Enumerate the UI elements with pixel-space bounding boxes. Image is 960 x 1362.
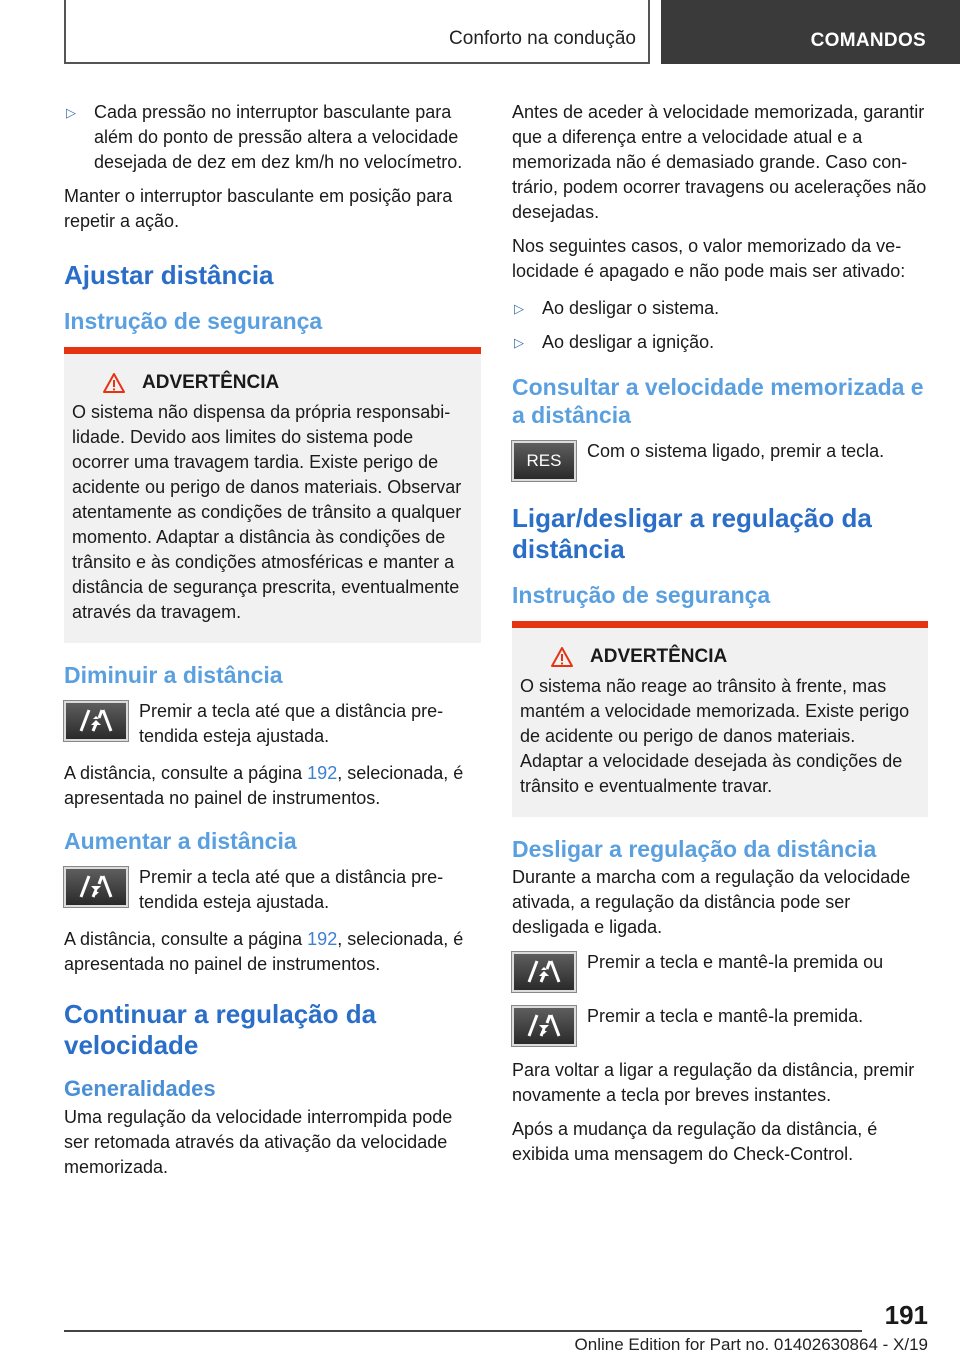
distance-control-key-icon: [512, 952, 576, 992]
warning-text: O sistema não dispensa da própria responsabilidade. Devido aos limites do sistema pode ocorrer uma travagem tardia. Existe perigo de acidente ou perigo de danos materiais. Observar atentamente as condições de trânsito a qualquer momento. Adaptar a distância às condições de trânsito e às condições atmosféricas e manter a distância de segurança prescrita, eventualmente através da travagem.: [72, 402, 462, 622]
subsection-heading: Generalidades: [64, 1076, 216, 1101]
triangle-right-icon: ▷: [514, 301, 524, 316]
key-instruction: Premir a tecla até que a distância pretendida esteja ajustada.: [64, 699, 481, 749]
header-rule-divider: [648, 0, 650, 64]
paragraph: Após a mudança da regulação da distância, é exibida uma mensagem do Check-Control.: [512, 1119, 878, 1164]
res-key-icon: RES: [512, 441, 576, 481]
page-link[interactable]: 192: [307, 929, 338, 949]
key-instruction: Premir a tecla e mantê-la premida.: [512, 1004, 928, 1046]
subsection-heading: Aumentar a distância: [64, 828, 297, 854]
header-chapter-label: COMANDOS: [810, 30, 926, 51]
left-column: [64, 100, 481, 1189]
subsection-heading: Consultar a velocidade memorizada e a distância: [512, 374, 924, 428]
paragraph: Para voltar a ligar a regulação da distância, premir novamente a tecla por breves instantes.: [512, 1060, 915, 1105]
footer-rule: [64, 1330, 862, 1332]
paragraph: Durante a marcha com a regulação da velocidade ativada, a regulação da distância pode ser desligada e ligada.: [512, 867, 911, 937]
paragraph: Uma regulação da velocidade interrompida pode ser retomada através da ativação da velocidade memorizada.: [64, 1107, 453, 1177]
page-number: 191: [884, 1300, 928, 1330]
distance-control-key-icon: [64, 867, 128, 907]
header-rule-bottom: [64, 62, 650, 64]
key-instruction: Premir a tecla e mantê-la premida ou: [512, 950, 928, 992]
right-column: [512, 100, 928, 1176]
warning-title: ADVERTÊNCIA: [520, 646, 920, 668]
key-instruction: Premir a tecla até que a distância pretendida esteja ajustada.: [64, 865, 481, 915]
triangle-right-icon: ▷: [66, 105, 76, 120]
paragraph: A distância, consulte a página 192, selecionada, é apresentada no painel de instrumentos.: [64, 929, 464, 974]
list-item: ▷ Cada pressão no interruptor basculante para além do ponto de pressão altera a velocidade desejada de dez em dez km/h no velocímetro.: [66, 102, 463, 172]
paragraph: Antes de aceder à velocidade memorizada, garantir que a diferença entre a velocidade atual e a memorizada não é demasiado grande. Caso contrário, podem ocorrer travagens ou acelerações não desejadas.: [512, 102, 927, 222]
header-section-title: Conforto na condução: [449, 28, 636, 49]
footer-edition: Online Edition for Part no. 01402630864 - X/19: [574, 1335, 928, 1354]
warning-title: ADVERTÊNCIA: [72, 372, 473, 394]
list-item: ▷ Ao desligar a ignição.: [512, 330, 928, 355]
warning-box: [64, 347, 481, 643]
subsection-heading: Instrução de segurança: [64, 308, 323, 334]
section-heading: Continuar a regulação da velocidade: [64, 999, 377, 1060]
list-item: ▷ Ao desligar o sistema.: [512, 296, 928, 321]
paragraph: A distância, consulte a página 192, selecionada, é apresentada no painel de instrumentos.: [64, 763, 464, 808]
distance-control-key-icon: [64, 701, 128, 741]
section-heading: Ligar/desligar a regulação da distância: [512, 503, 872, 564]
paragraph: Manter o interruptor basculante em posição para repetir a ação.: [64, 186, 453, 231]
page-link[interactable]: 192: [307, 763, 338, 783]
warning-text: O sistema não reage ao trânsito à frente, mas mantém a velocidade memorizada. Existe perigo de acidente ou perigo de danos materiais. Adaptar a velocidade desejada às condições de trânsito e eventualmente travar.: [520, 676, 910, 796]
distance-control-key-icon: [512, 1006, 576, 1046]
warning-triangle-icon: [102, 372, 126, 394]
warning-box: [512, 621, 928, 817]
section-heading: Ajustar distância: [64, 260, 274, 290]
subsection-heading: Desligar a regulação da distância: [512, 836, 877, 862]
header-chapter-tab: [661, 0, 960, 64]
subsection-heading: Instrução de segurança: [512, 582, 771, 608]
paragraph: Nos seguintes casos, o valor memorizado da velocidade é apagado e não pode mais ser ativado:: [512, 236, 906, 281]
warning-triangle-icon: [550, 646, 574, 668]
triangle-right-icon: ▷: [514, 335, 524, 350]
key-instruction: RES Com o sistema ligado, premir a tecla.: [512, 439, 928, 481]
subsection-heading: Diminuir a distância: [64, 662, 283, 688]
